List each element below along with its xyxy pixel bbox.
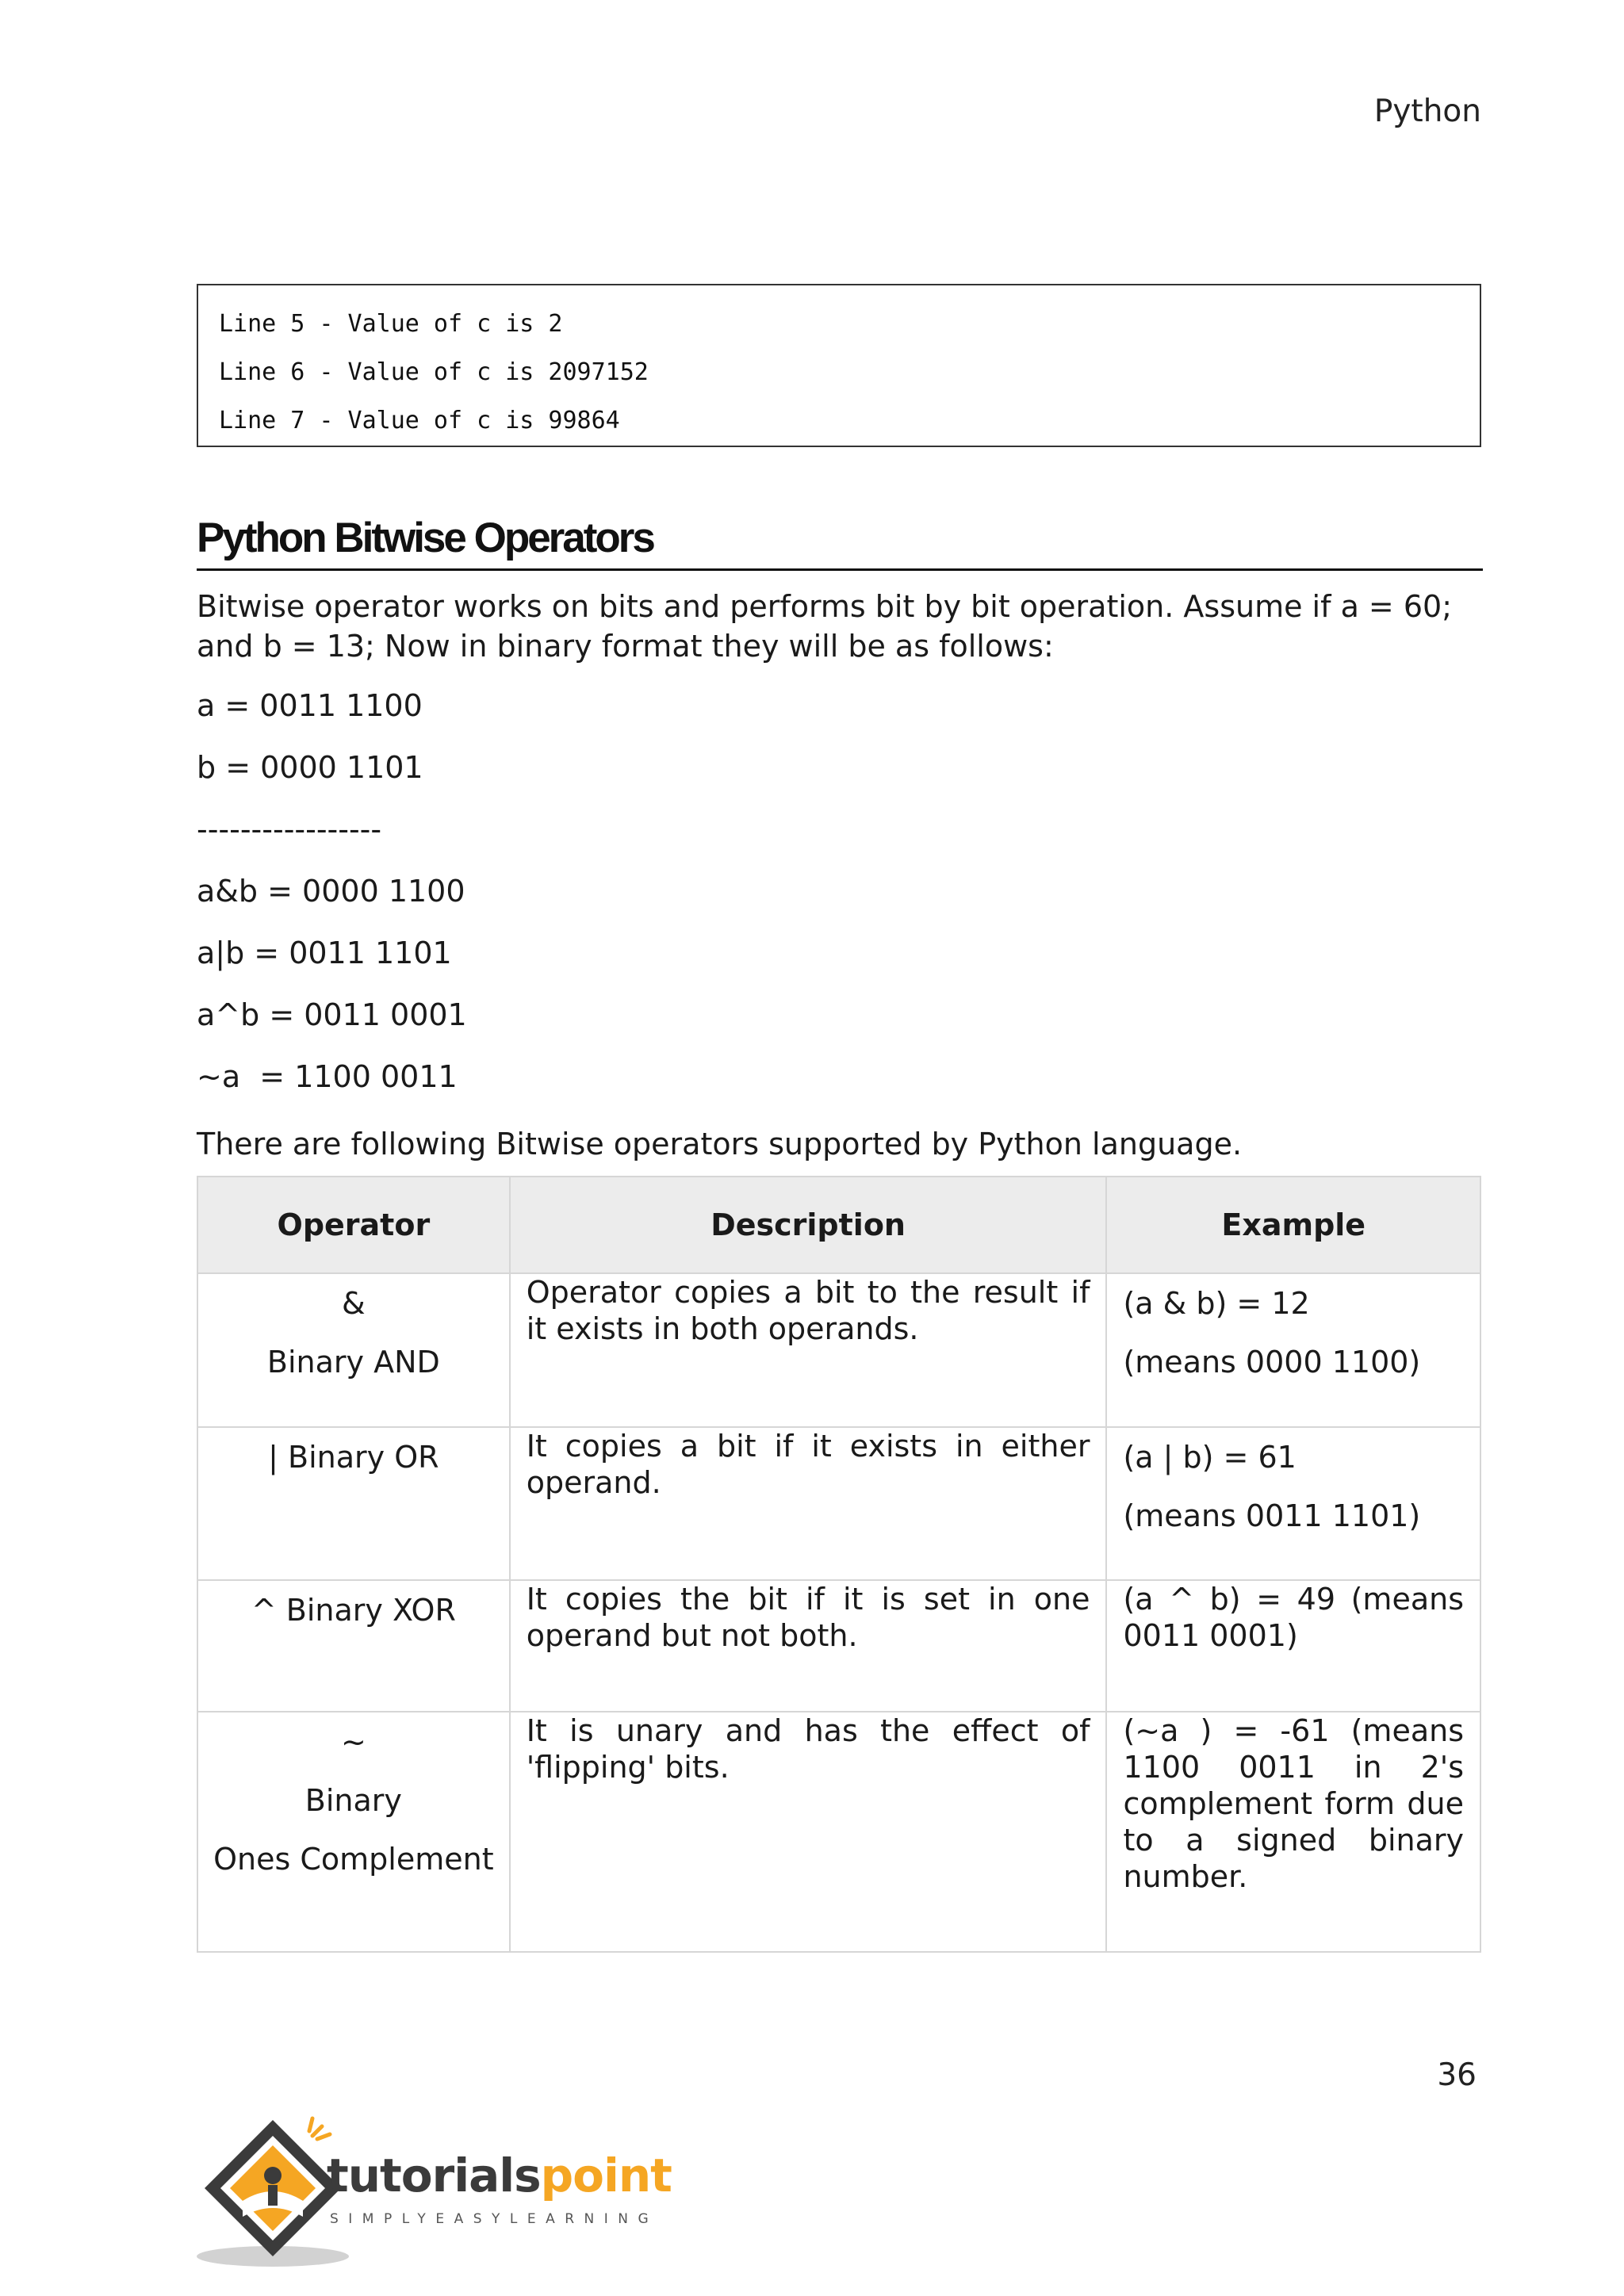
code-output-line: Line 7 - Value of c is 99864 [219,407,620,434]
operator-cell [197,1427,510,1580]
table-row [197,1427,1480,1580]
table-row [197,1273,1480,1427]
binary-line-or: a|b = 0011 1101 [197,936,452,970]
logo-wordmark: tutorialspoint [327,2149,672,2202]
operator-cell [197,1273,510,1427]
page-number: 36 [1437,2057,1477,2093]
example-line: (a | b) = 61 [1123,1440,1297,1475]
table-row [197,1580,1480,1712]
operator-name: Ones Complement [213,1842,494,1877]
separator-line: ----------------- [197,812,382,847]
running-header-title: Python [1373,94,1481,129]
binary-line-a: a = 0011 1100 [197,688,423,723]
binary-line-not: ~a = 1100 0011 [197,1059,458,1094]
operator-name: Binary AND [266,1345,440,1380]
operator-cell [197,1580,510,1712]
description-cell: It is unary and has the effect of 'flipping' bits. [510,1712,1107,1952]
header-operator: Operator [197,1177,510,1273]
tutorialspoint-logo [193,2112,685,2271]
code-output-line: Line 5 - Value of c is 2 [219,310,563,338]
operator-name: Binary [304,1783,402,1818]
operator-name: ^ Binary XOR [251,1593,456,1628]
code-output-line: Line 6 - Value of c is 2097152 [219,358,649,386]
description-cell: It copies a bit if it exists in either operand. [510,1427,1107,1580]
intro-paragraph: Bitwise operator works on bits and performs bit by bit operation. Assume if a = 60; and b = 13; Now in binary format they will be as follows: [197,589,1453,664]
binary-line-and: a&b = 0000 1100 [197,874,465,909]
example-line: (a & b) = 12 [1123,1286,1310,1321]
code-output-box [197,284,1481,447]
header-example: Example [1106,1177,1480,1273]
example-cell: (~a ) = -61 (means 1100 0011 in 2's complement form due to a signed binary number. [1106,1712,1480,1952]
table-header-row [197,1177,1480,1273]
example-cell [1106,1273,1480,1427]
operator-cell [197,1712,510,1952]
section-heading: Python Bitwise Operators [197,511,1483,571]
example-cell: (a ^ b) = 49 (means 0011 0001) [1106,1580,1480,1712]
logo-tagline: SIMPLYEASYLEARNING [330,2211,659,2227]
operator-symbol: & [342,1286,366,1321]
description-cell: Operator copies a bit to the result if it exists in both operands. [510,1273,1107,1427]
operator-name: | Binary OR [268,1440,439,1475]
description-cell: It copies the bit if it is set in one operand but not both. [510,1580,1107,1712]
header-description: Description [510,1177,1107,1273]
bitwise-operators-table [197,1176,1481,1953]
operator-symbol: ~ [340,1724,366,1759]
table-intro: There are following Bitwise operators supported by Python language. [197,1127,1243,1161]
binary-line-xor: a^b = 0011 0001 [197,997,467,1032]
binary-line-b: b = 0000 1101 [197,750,423,785]
example-cell [1106,1427,1480,1580]
table-row [197,1712,1480,1952]
example-line: (means 0000 1100) [1123,1345,1421,1380]
example-line: (means 0011 1101) [1123,1498,1421,1533]
